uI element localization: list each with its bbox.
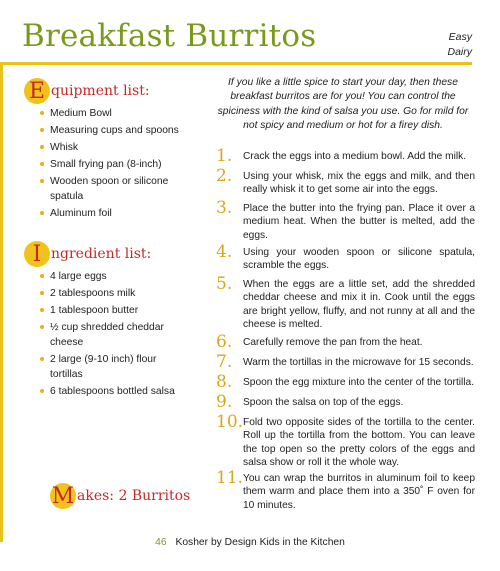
list-item xyxy=(40,352,190,382)
step-number: 4. xyxy=(216,242,233,262)
list-item xyxy=(40,106,190,121)
list-item-text: Medium Bowl xyxy=(50,108,112,119)
list-item-text: 6 tablespoons bottled salsa xyxy=(50,386,175,397)
list-item xyxy=(40,320,190,350)
equipment-dropcap: E xyxy=(24,78,50,104)
bullet-icon xyxy=(40,389,44,393)
makes-heading xyxy=(50,483,190,509)
step-number: 6. xyxy=(216,332,233,352)
list-item xyxy=(40,269,190,284)
bullet-icon xyxy=(40,308,44,312)
list-item-text: 1 tablespoon butter xyxy=(50,305,139,316)
step-number: 1. xyxy=(216,146,233,166)
step-text: You can wrap the burritos in aluminum foil to keep them warm and place them into a 350˚ F oven for 10 minutes. xyxy=(243,473,475,511)
bullet-icon xyxy=(40,325,44,329)
list-item xyxy=(40,286,190,301)
ingredients-heading xyxy=(24,241,151,267)
page-title: Breakfast Burritos xyxy=(22,18,317,54)
bullet-icon xyxy=(40,291,44,295)
step-text: Carefully remove the pan from the heat. xyxy=(243,337,423,348)
bullet-icon xyxy=(40,179,44,183)
bullet-icon xyxy=(40,145,44,149)
ingredients-heading-text: ngredient list: xyxy=(51,246,152,262)
list-item-text: Small frying pan (8-inch) xyxy=(50,159,162,170)
step-number: 11. xyxy=(216,468,244,488)
step-text: Spoon the salsa on top of the eggs. xyxy=(243,397,404,408)
list-item-text: Aluminum foil xyxy=(50,208,112,219)
makes-dropcap: M xyxy=(51,483,75,509)
page-footer xyxy=(0,537,500,548)
list-item-text: Measuring cups and spoons xyxy=(50,125,179,136)
list-item xyxy=(40,157,190,172)
list-item xyxy=(40,123,190,138)
step-number: 7. xyxy=(216,352,233,372)
tag-difficulty: Easy xyxy=(448,31,472,43)
list-item xyxy=(40,384,190,399)
bullet-icon xyxy=(40,211,44,215)
makes-text: akes: 2 Burritos xyxy=(77,488,191,504)
equipment-list xyxy=(40,106,190,223)
list-item xyxy=(40,140,190,155)
bullet-icon xyxy=(40,357,44,361)
book-title: Kosher by Design Kids in the Kitchen xyxy=(175,537,345,548)
step-text: Fold two opposite sides of the tortilla to the center. Roll up the tortilla from the bottom. You can leave the top open so the pretty colors of the eggs and salsa show or roll it the whole way. xyxy=(243,417,475,469)
list-item xyxy=(40,303,190,318)
step-text: Spoon the egg mixture into the center of the tortilla. xyxy=(243,377,475,388)
step-number: 5. xyxy=(216,274,233,294)
tag-category: Dairy xyxy=(447,46,472,58)
ingredients-list xyxy=(40,269,190,401)
title-rule xyxy=(0,62,472,65)
step-number: 10. xyxy=(216,412,244,432)
list-item xyxy=(40,174,190,204)
step-number: 3. xyxy=(216,198,233,218)
list-item-text: Whisk xyxy=(50,142,79,153)
step-text: Warm the tortillas in the microwave for 15 seconds. xyxy=(243,357,474,368)
ingredients-dropcap: I xyxy=(24,241,50,267)
bullet-icon xyxy=(40,128,44,132)
step-number: 9. xyxy=(216,392,233,412)
bullet-icon xyxy=(40,274,44,278)
bullet-icon xyxy=(40,162,44,166)
list-item-text: ½ cup shredded cheddar cheese xyxy=(50,322,164,348)
step-text: Crack the eggs into a medium bowl. Add the milk. xyxy=(243,151,467,162)
side-rule xyxy=(0,62,3,542)
list-item-text: 2 tablespoons milk xyxy=(50,288,136,299)
step-text: Using your wooden spoon or silicone spatula, scramble the eggs. xyxy=(243,247,475,272)
list-item-text: 2 large (9-10 inch) flour tortillas xyxy=(50,354,157,380)
intro-paragraph: If you like a little spice to start your day, then these breakfast burritos are for you! You can control the spiciness with the kind of salsa you use. Go for mild for not spicy and medium or hot for a firey dish. xyxy=(217,77,469,131)
list-item xyxy=(40,206,190,221)
equipment-heading-text: quipment list: xyxy=(51,83,150,99)
step-number: 8. xyxy=(216,372,233,392)
page-number: 46 xyxy=(155,537,167,548)
list-item-text: 4 large eggs xyxy=(50,271,107,282)
step-number: 2. xyxy=(216,166,233,186)
list-item-text: Wooden spoon or silicone spatula xyxy=(50,176,169,202)
equipment-heading xyxy=(24,78,150,104)
recipe-tags xyxy=(447,30,472,60)
step-text: Using your whisk, mix the eggs and milk, and then really whisk it to get some air into the eggs. xyxy=(243,171,475,196)
step-text: Place the butter into the frying pan. Place it over a medium heat. When the butter is melted, add the eggs. xyxy=(243,203,475,241)
step-text: When the eggs are a little set, add the shredded cheddar cheese and mix it in. Cook until the eggs are bright yellow, fluffy, and not runny at all and the cheese is melted. xyxy=(243,279,475,331)
bullet-icon xyxy=(40,111,44,115)
